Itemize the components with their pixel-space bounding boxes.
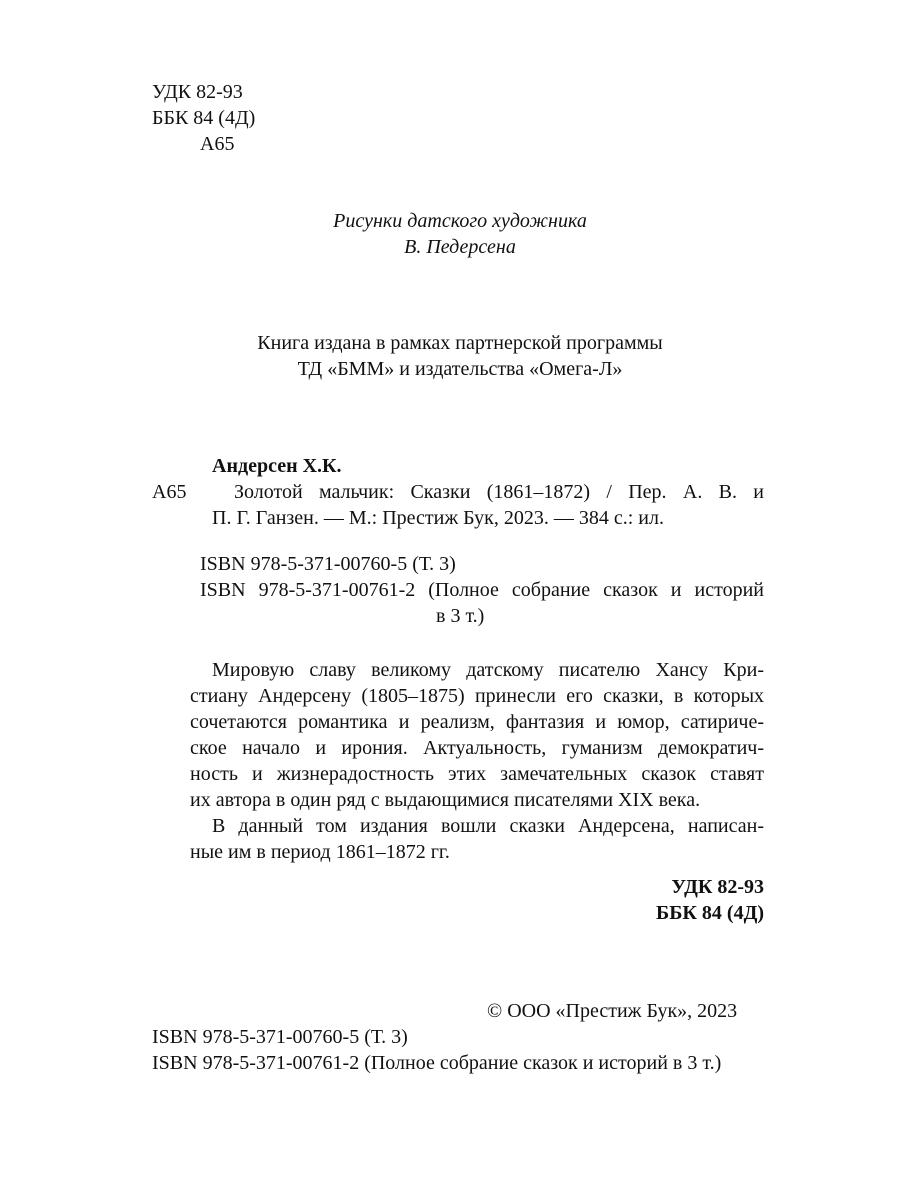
annotation-p1-line-5: ность и жизнерадостность этих замечательных сказок ставят [190,763,764,785]
isbn-volume: ISBN 978-5-371-00760-5 (Т. 3) [200,553,456,575]
author-mark-top: А65 [200,133,235,155]
annotation-p2-line-2: ные им в период 1861–1872 гг. [190,841,450,863]
partnership-line-1: Книга издана в рамках партнерской программы [257,332,663,354]
bbk-top: ББК 84 (4Д) [152,107,256,129]
illustrations-line-1: Рисунки датского художника [333,210,587,232]
annotation-p1-line-2: стиану Андерсену (1805–1875) принесли его сказки, в которых [190,685,764,707]
isbn-footer-set: ISBN 978-5-371-00761-2 (Полное собрание сказок и историй в 3 т.) [152,1052,722,1074]
author-mark: А65 [152,481,187,503]
isbn-set-line-1: ISBN 978-5-371-00761-2 (Полное собрание сказок и историй [200,579,764,601]
isbn-set-line-2: в 3 т.) [436,605,485,627]
annotation-p1-line-1: Мировую славу великому датскому писателю Хансу Кри- [212,659,764,681]
author-heading: Андерсен Х.К. [212,455,342,477]
title-line-2: П. Г. Ганзен. — М.: Престиж Бук, 2023. — 384 с.: ил. [212,507,664,529]
isbn-footer-volume: ISBN 978-5-371-00760-5 (Т. 3) [152,1026,408,1048]
illustrations-line-2: В. Педерсена [404,236,516,258]
copyright-line: © ООО «Престиж Бук», 2023 [487,1000,738,1022]
udk-bottom: УДК 82-93 [671,876,764,898]
annotation-p1-line-4: ское начало и ирония. Актуальность, гуманизм демократич- [190,737,764,759]
annotation-p1-line-6: их автора в один ряд с выдающимися писателями XIX века. [190,789,701,811]
bbk-bottom: ББК 84 (4Д) [655,902,764,924]
title-line-1: Золотой мальчик: Сказки (1861–1872) / Пер. А. В. и [234,481,764,503]
partnership-line-2: ТД «БММ» и издательства «Омега-Л» [297,358,623,380]
annotation-p2-line-1: В данный том издания вошли сказки Андерсена, написан- [212,815,764,837]
annotation-p1-line-3: сочетаются романтика и реализм, фантазия и юмор, сатириче- [190,711,764,733]
udk-top: УДК 82-93 [152,81,243,103]
